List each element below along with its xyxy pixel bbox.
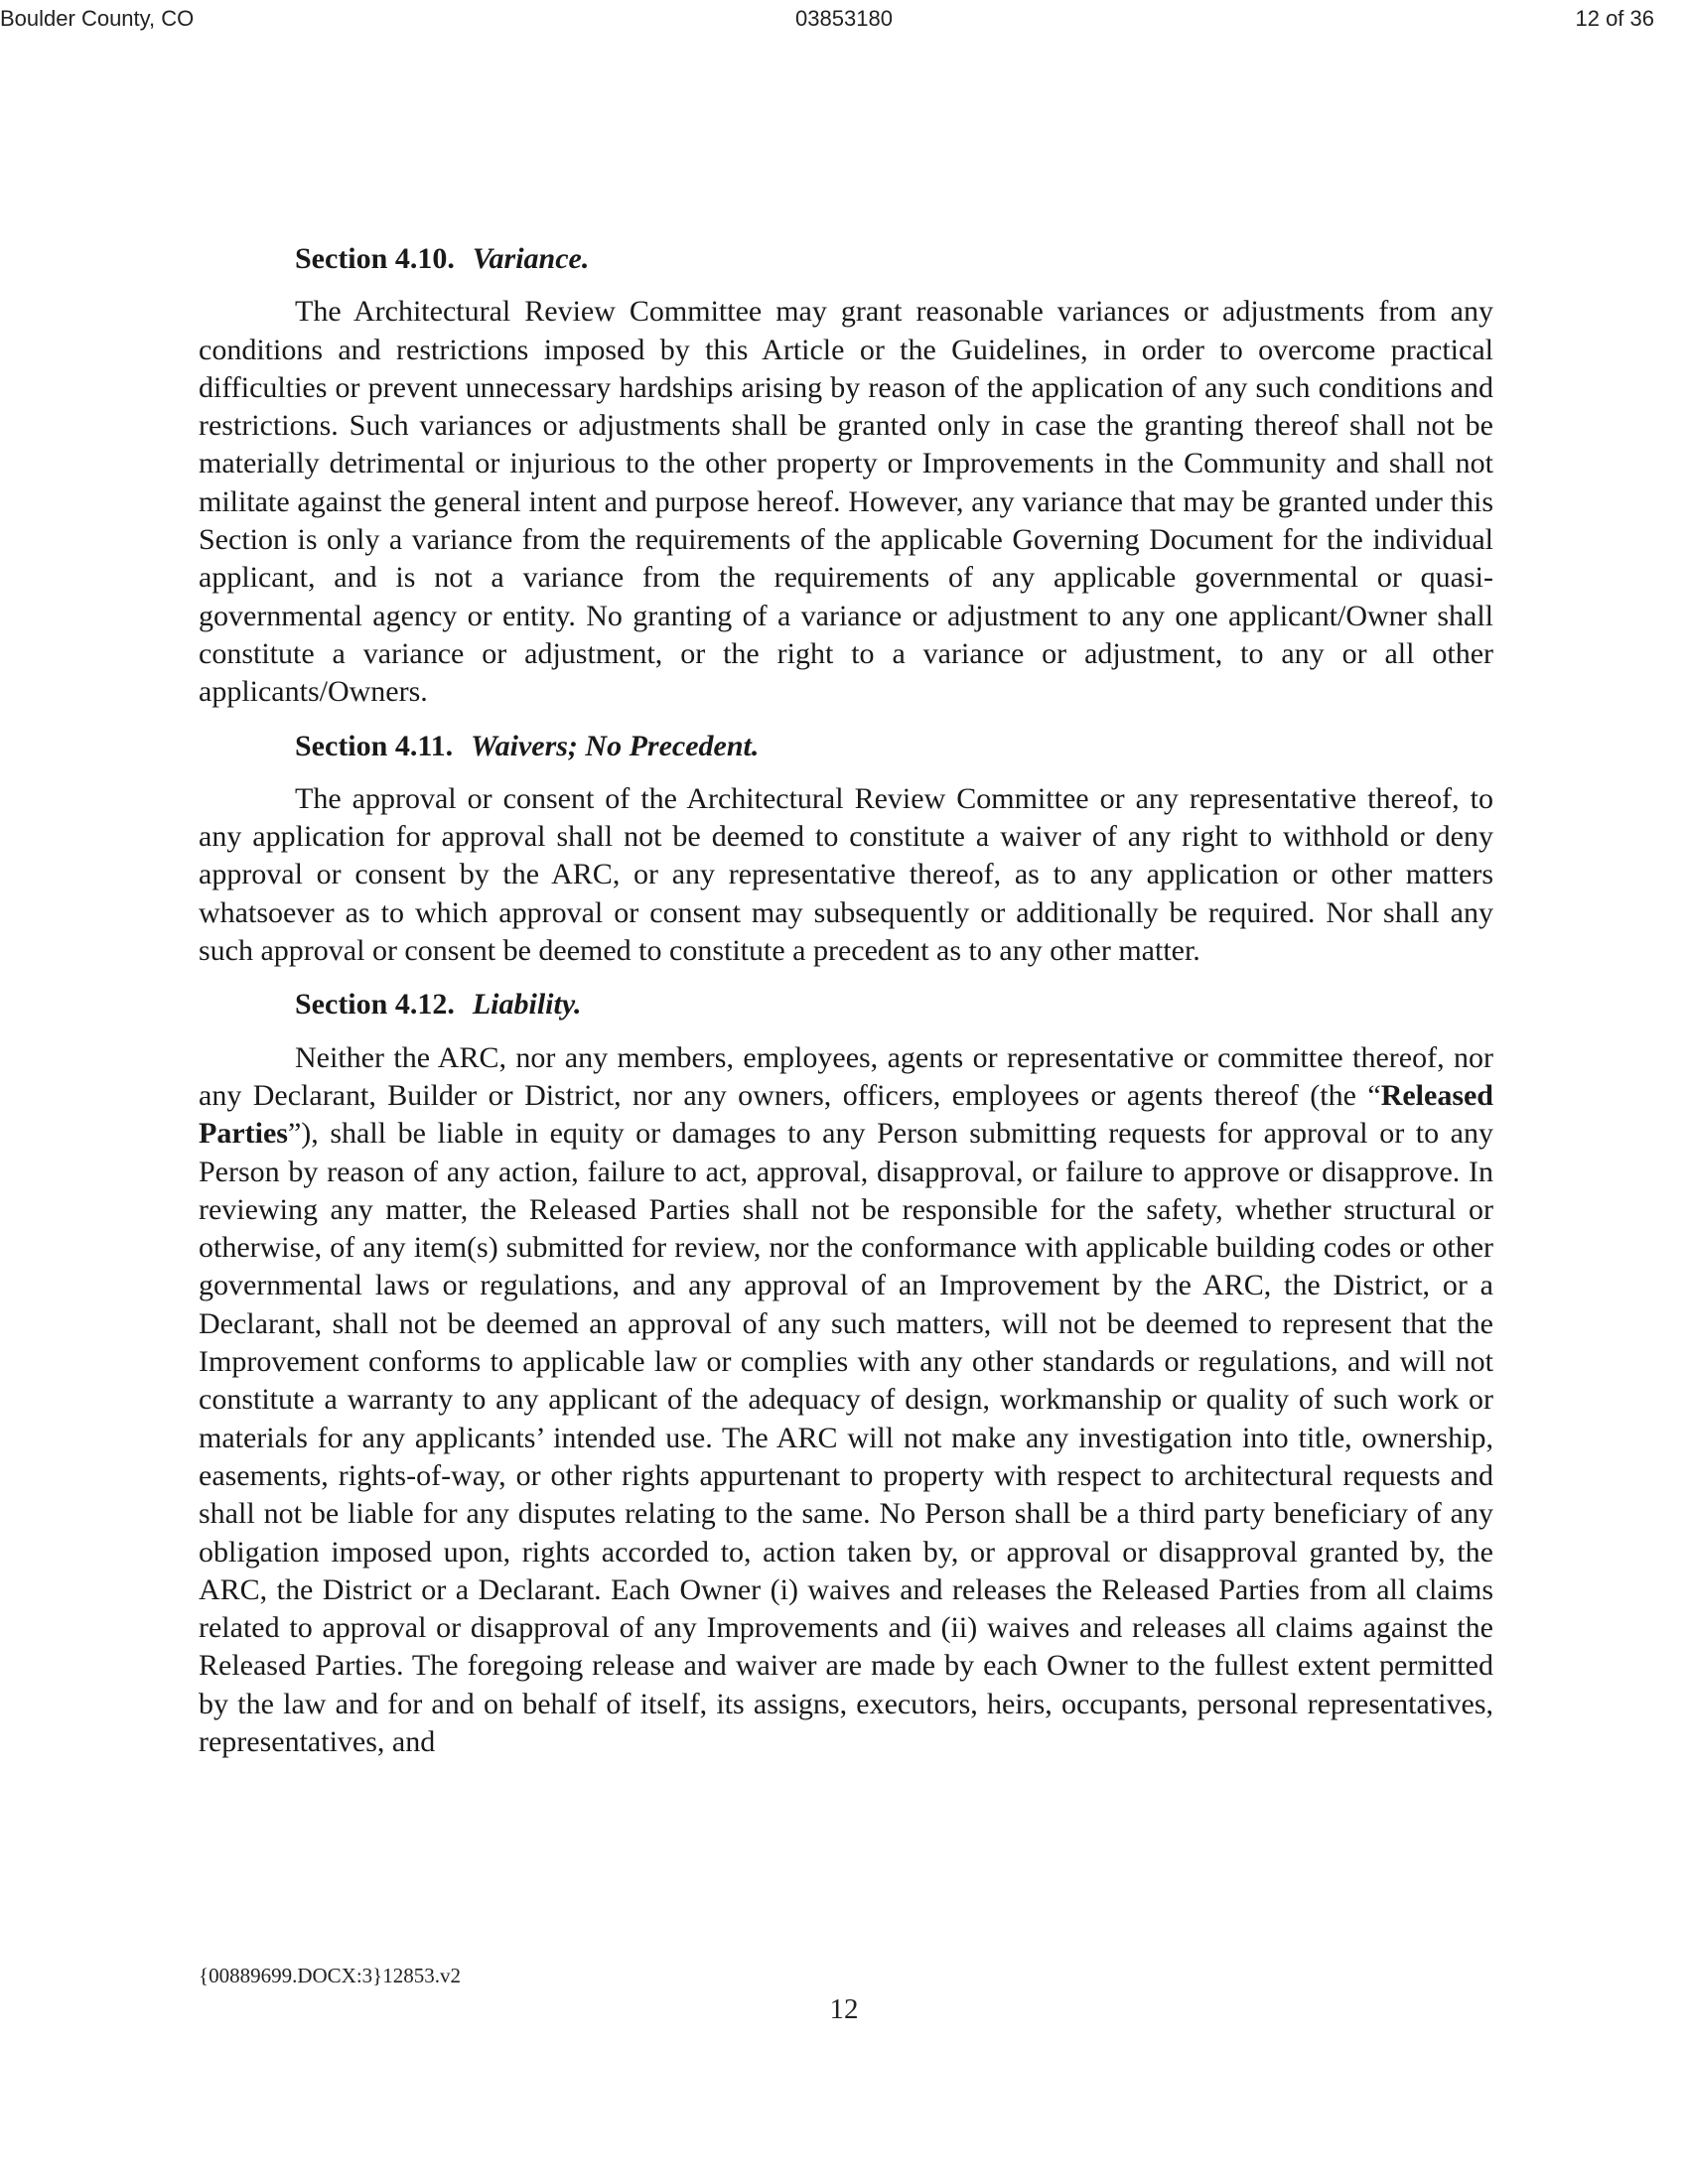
section-number: Section 4.10.	[295, 242, 455, 275]
section-title: Variance.	[472, 242, 590, 275]
section-4-11-paragraph: The approval or consent of the Architectural Review Committee or any representative thereof, to any application for approval shall not be deemed to constitute a waiver of any right to withhold or deny approval or consent by the ARC, or any representative thereof, as to any application or other matters whatsoever as to which approval or consent may subsequently or additionally be required. Nor shall any such approval or consent be deemed to constitute a precedent as to any other matter.	[199, 781, 1493, 968]
section-title: Waivers; No Precedent.	[471, 729, 760, 762]
section-title: Liability.	[472, 988, 582, 1022]
section-4-10-heading	[199, 240, 1493, 278]
document-code: {00889699.DOCX:3}12853.v2	[199, 1964, 461, 1987]
paragraph-text-rest: ”), shall be liable in equity or damages to any Person submitting requests for approval or to any Person by reason of any action, failure to act, approval, disapproval, or failure to approve or disapprove. In reviewing any matter, the Released Parties shall not be responsible for the safety, whether structural or otherwise, of any item(s) submitted for review, nor the conformance with applicable building codes or other governmental laws or regulations, and any approval of an Improvement by the ARC, the District, or a Declarant, shall not be deemed an approval of any such matters, will not be deemed to represent that the Improvement conforms to applicable law or complies with any other standards or regulations, and will not constitute a warranty to any applicant of the adequacy of design, workmanship or quality of such work or materials for any applicants’ intended use. The ARC will not make any investigation into title, ownership, easements, rights-of-way, or other rights appurtenant to property with respect to architectural requests and shall not be liable for any disputes relating to the same. No Person shall be a third party beneficiary of any obligation imposed upon, rights accorded to, action taken by, or approval or disapproval granted by, the ARC, the District or a Declarant. Each Owner (i) waives and releases the Released Parties from all claims related to approval or disapproval of any Improvements and (ii) waives and releases all claims against the Released Parties. The foregoing release and waiver are made by each Owner to the fullest extent permitted by the law and for and on behalf of itself, its assigns, executors, heirs, occupants, personal representatives, representatives, and	[199, 1117, 1493, 1758]
paragraph-text-start: Neither the ARC, nor any members, employees, agents or representative or committee thereof, nor any Declarant, Builder or District, nor any owners, officers, employees or agents thereof (the “	[199, 1040, 1493, 1112]
page-number: 12	[829, 1993, 859, 2025]
section-4-10-paragraph: The Architectural Review Committee may grant reasonable variances or adjustments from any conditions and restrictions imposed by this Article or the Guidelines, in order to overcome practical difficulties or prevent unnecessary hardships arising by reason of the application of any such conditions and restrictions. Such variances or adjustments shall be granted only in case the granting thereof shall not be materially detrimental or injurious to the other property or Improvements in the Community and shall not militate against the general intent and purpose hereof. However, any variance that may be granted under this Section is only a variance from the requirements of the applicable Governing Document for the individual applicant, and is not a variance from the requirements of any applicable governmental or quasi-governmental agency or entity. No granting of a variance or adjustment to any one applicant/Owner shall constitute a variance or adjustment, or the right to a variance or adjustment, to any or all other applicants/Owners.	[199, 295, 1493, 709]
document-body	[199, 240, 1493, 1777]
defined-term-released-parties: Released Parties	[199, 1078, 1493, 1151]
section-4-12-heading	[199, 986, 1493, 1024]
section-4-11-heading	[199, 728, 1493, 765]
section-number: Section 4.12.	[295, 988, 455, 1022]
section-number: Section 4.11.	[295, 729, 454, 762]
page-of-count: 12 of 36	[1575, 6, 1654, 31]
reception-number: 03853180	[795, 6, 893, 31]
county-label: Boulder County, CO	[0, 6, 195, 31]
recording-header	[0, 6, 1688, 36]
section-4-12-paragraph	[199, 1039, 1493, 1762]
